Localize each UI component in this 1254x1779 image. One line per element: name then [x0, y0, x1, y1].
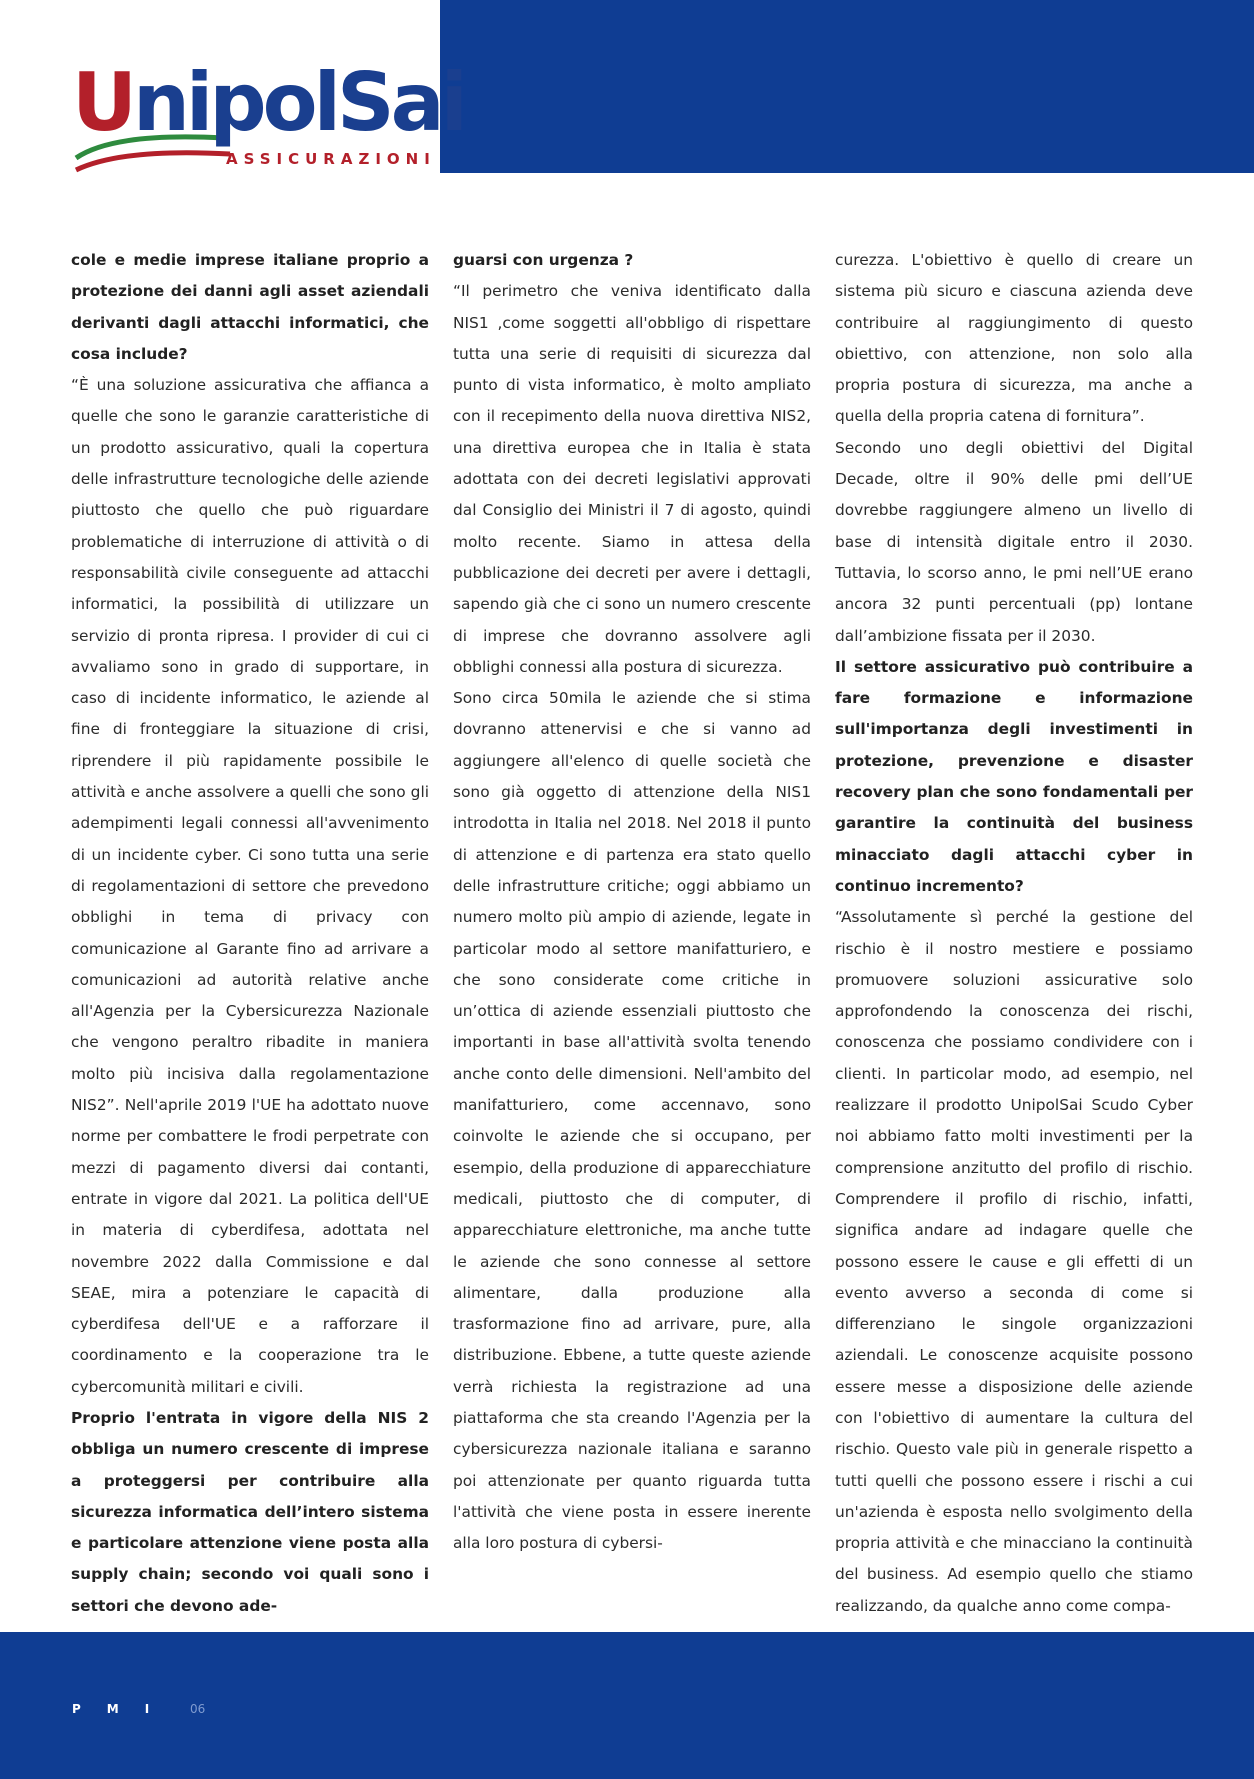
logo-tagline: ASSICURAZIONI: [226, 150, 436, 168]
body-paragraph: Secondo uno degli obiettivi del Digital Decade, oltre il 90% delle pmi dell’UE dovrebbe raggiungere almeno un livello di base di intensità digitale entro il 2030. Tuttavia, lo scorso anno, le pmi nell’UE erano ancora 32 punti percentuali (pp) lontane dall’ambizione fissata per il 2030.: [835, 438, 1193, 645]
page-number: 06: [190, 1702, 206, 1716]
answer-paragraph: “Assolutamente sì perché la gestione del rischio è il nostro mestiere e possiamo promuovere soluzioni assicurative solo approfondendo la conoscenza dei rischi, conoscenza che possiamo condividere con i clienti. In particolar modo, ad esempio, nel realizzare il prodotto UnipolSai Scudo Cyber noi abbiamo fatto molti investimenti per la comprensione anzitutto del profilo di rischio. Comprendere il profilo di rischio, infatti, significa andare ad indagare quelle che possono essere le cause e gli effetti di un evento avverso a seconda di come si differenziano le singole organizzazioni aziendali. Le conoscenze acquisite possono essere messe a disposizione delle aziende con l'obiettivo di aumentare la cultura del rischio. Questo vale più in generale rispetto a tutti quelli che possono essere i rischi a cui un'azienda è esposta nello svolgimento della propria attività e che minacciano la continuità del business. Ad esempio quello che stiamo realizzando, da qualche anno come compa-: [835, 908, 1193, 1615]
footer-band: [0, 1632, 1254, 1779]
question-continuation: guarsi con urgenza ?: [453, 251, 634, 269]
article-column-1: [71, 245, 429, 1622]
answer-paragraph: curezza. L'obiettivo è quello di creare un sistema più sicuro e ciascuna azienda deve contribuire al raggiungimento di questo obiettivo, con attenzione, non solo alla propria postura di sicurezza, ma anche a quella della propria catena di fornitura”.: [835, 251, 1193, 426]
question-heading: Il settore assicurativo può contribuire a fare formazione e informazione sull'importanza degli investimenti in protezione, prevenzione e disaster recovery plan che sono fondamentali per garantire la continuità del business minacciato dagli attacchi cyber in continuo incremento?: [835, 657, 1193, 895]
question-heading: Proprio l'entrata in vigore della NIS 2 obbliga un numero crescente di imprese a proteggersi per contribuire alla sicurezza informatica dell’intero sistema e particolare attenzione viene posta alla supply chain; secondo voi quali sono i settori che devono ade-: [71, 1408, 429, 1615]
header-band: [440, 0, 1254, 173]
answer-paragraph: “Il perimetro che veniva identificato dalla NIS1 ,come soggetti all'obbligo di rispettare tutta una serie di requisiti di sicurezza dal punto di vista informatico, è molto ampliato con il recepimento della nuova direttiva NIS2, una direttiva europea che in Italia è stata adottata con dei decreti legislativi approvati dal Consiglio dei Ministri il 7 di agosto, quindi molto recente. Siamo in attesa della pubblicazione dei decreti per avere i dettagli, sapendo già che ci sono un numero crescente di imprese che dovranno assolvere agli obblighi connessi alla postura di sicurezza.: [453, 282, 811, 676]
article-column-2: [453, 245, 811, 1559]
unipolsai-logo: [72, 56, 465, 178]
logo-wordmark: UnipolSai: [72, 56, 465, 149]
article-column-3: [835, 245, 1193, 1622]
question-continuation: cole e medie imprese italiane proprio a protezione dei danni agli asset aziendali derivanti dagli attacchi informatici, che cosa include?: [71, 251, 429, 363]
footer-brand: PMI: [72, 1702, 176, 1716]
answer-paragraph: Sono circa 50mila le aziende che si stima dovranno attenervisi e che si vanno ad aggiungere all'elenco di quelle società che sono già oggetto di attenzione della NIS1 introdotta in Italia nel 2018. Nel 2018 il punto di attenzione e di partenza era stato quello delle infrastrutture critiche; oggi abbiamo un numero molto più ampio di aziende, legate in particolar modo al settore manifatturiero, e che sono considerate come critiche in un’ottica di aziende essenziali piuttosto che importanti in base all'attività svolta tenendo anche conto delle dimensioni. Nell'ambito del manifatturiero, come accennavo, sono coinvolte le aziende che si occupano, per esempio, della produzione di apparecchiature medicali, piuttosto che di computer, di apparecchiature elettroniche, ma anche tutte le aziende che sono connesse al settore alimentare, dalla produzione alla trasformazione fino ad arrivare, pure, alla distribuzione. Ebbene, a tutte queste aziende verrà richiesta la registrazione ad una piattaforma che sta creando l'Agenzia per la cybersicurezza nazionale italiana e saranno poi attenzionate per quanto riguarda tutta l'attività che viene posta in essere inerente alla loro postura di cybersi-: [453, 689, 811, 1553]
answer-paragraph: “È una soluzione assicurativa che affianca a quelle che sono le garanzie caratteristiche di un prodotto assicurativo, quali la copertura delle infrastrutture tecnologiche delle aziende piuttosto che quello che può riguardare problematiche di interruzione di attività o di responsabilità civile conseguente ad attacchi informatici, la possibilità di utilizzare un servizio di pronta ripresa. I provider di cui ci avvaliamo sono in grado di supportare, in caso di incidente informatico, le aziende al fine di fronteggiare la situazione di crisi, riprendere il più rapidamente possibile le attività e anche assolvere a quelli che sono gli adempimenti legali connessi all'avvenimento di un incidente cyber. Ci sono tutta una serie di regolamentazioni di settore che prevedono obblighi in tema di privacy con comunicazione al Garante fino ad arrivare a comunicazioni ad autorità relative anche all'Agenzia per la Cybersicurezza Nazionale che vengono peraltro ribadite in maniera molto più incisiva dalla regolamentazione NIS2”. Nell'aprile 2019 l'UE ha adottato nuove norme per combattere le frodi perpetrate con mezzi di pagamento diversi dai contanti, entrate in vigore dal 2021. La politica dell'UE in materia di cyberdifesa, adottata nel novembre 2022 dalla Commissione e dal SEAE, mira a potenziare le capacità di cyberdifesa dell'UE e a rafforzare il coordinamento e la cooperazione tra le cybercomunità militari e civili.: [71, 376, 429, 1396]
